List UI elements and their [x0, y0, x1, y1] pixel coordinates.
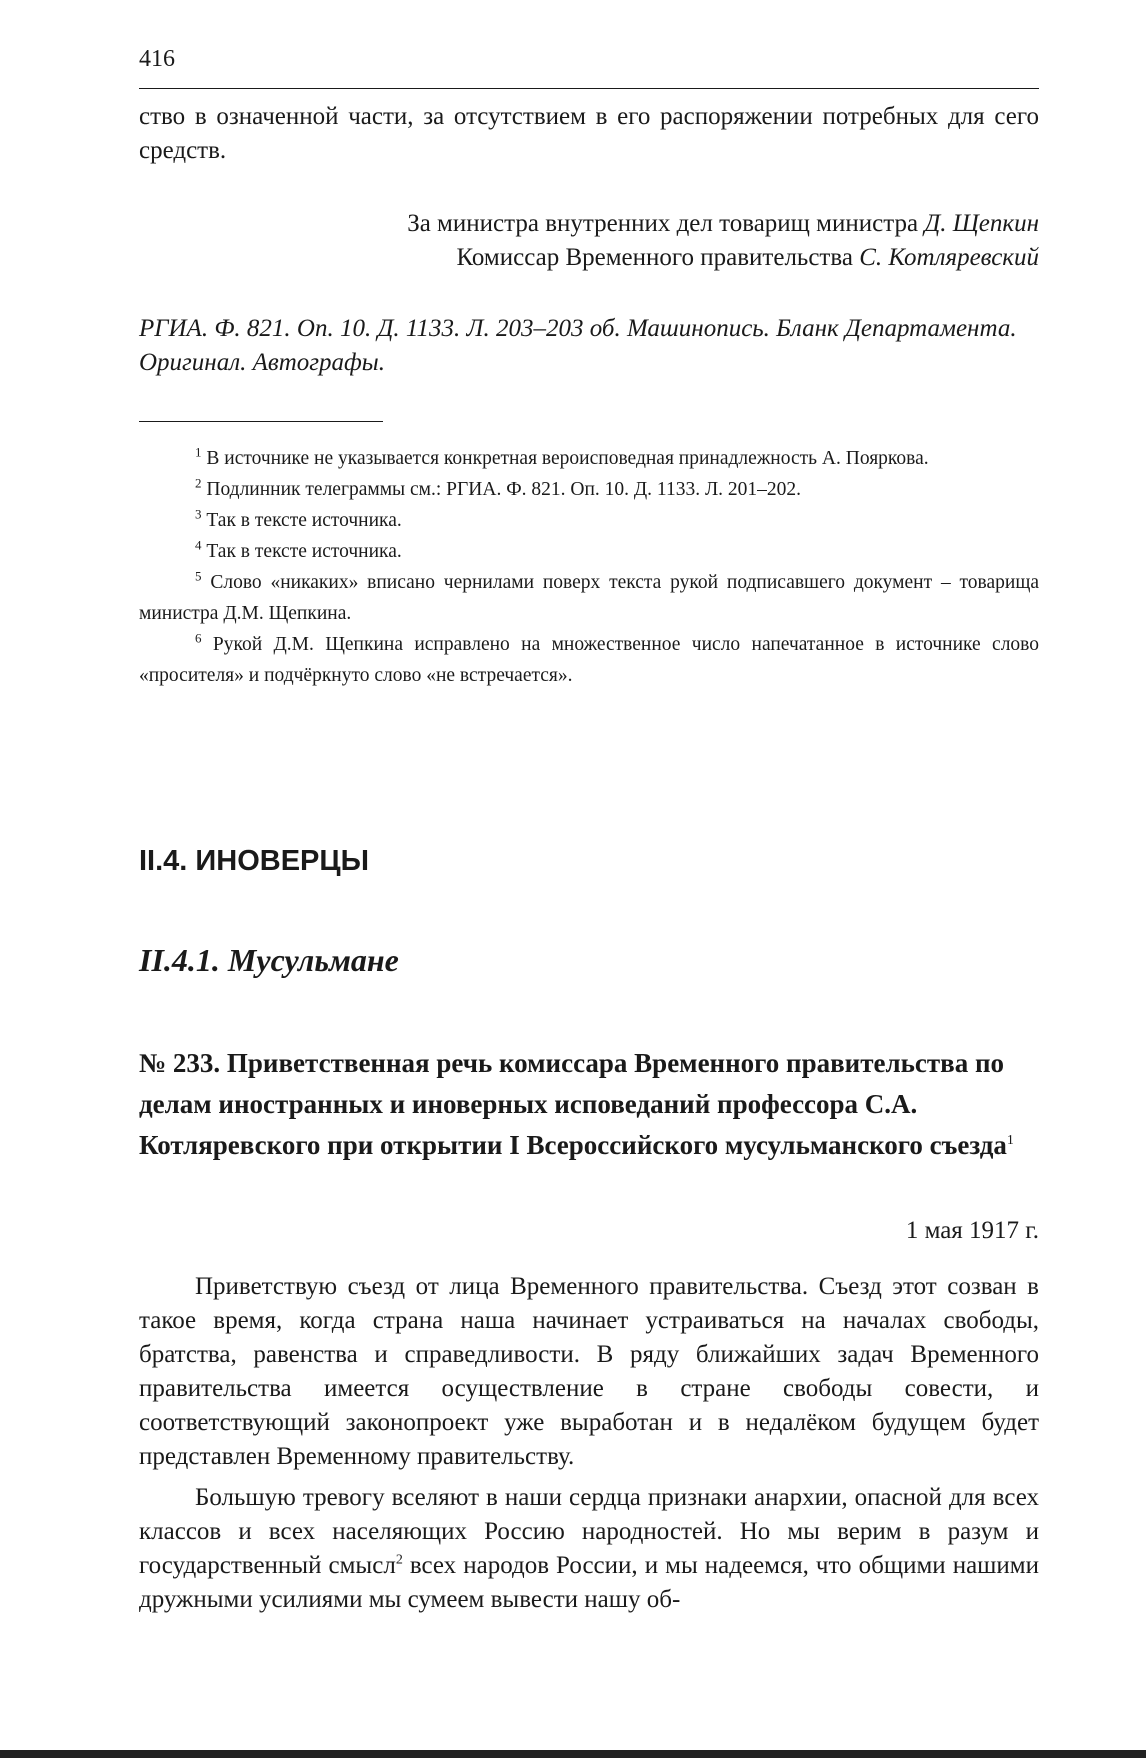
footnote-4-text: Так в тексте источника.	[206, 541, 402, 562]
document-date: 1 мая 1917 г.	[905, 1217, 1039, 1244]
scan-bottom-edge	[0, 1750, 1146, 1758]
signature-line-1	[139, 207, 1039, 241]
footnote-1-number: 1	[195, 444, 202, 460]
top-paragraph: ство в означенной части, за отсутствием в его распоряжении потребных для сего средств.	[139, 103, 1039, 164]
body-paragraph-2-footnote-mark: 2	[395, 1552, 403, 1568]
subsection-heading: II.4.1. Мусульмане	[139, 942, 399, 978]
body-paragraph-2	[139, 1481, 1039, 1617]
footnote-6	[139, 629, 1039, 691]
footnote-5	[139, 567, 1039, 629]
footnote-3	[139, 505, 1039, 536]
signature-line-2	[139, 241, 1039, 275]
footnote-6-text: Рукой Д.М. Щепкина исправлено на множественное число напечатанное в источнике слово «просителя» и подчёркнуто слово «не встречается».	[139, 634, 1039, 686]
signature-1-prefix: За министра внутренних дел товарищ министра	[407, 210, 925, 237]
document-title-footnote-mark: 1	[1006, 1133, 1014, 1148]
section-heading: II.4. ИНОВЕРЦЫ	[139, 845, 369, 877]
footnote-2	[139, 474, 1039, 505]
footnote-2-number: 2	[195, 475, 202, 491]
footnote-4	[139, 536, 1039, 567]
signature-2-name: С. Котляревский	[859, 244, 1039, 271]
archive-note-block	[139, 312, 1039, 380]
footnotes-block	[139, 443, 1039, 691]
footnote-5-text: Слово «никаких» вписано чернилами поверх текста рукой подписавшего документ – товарища министра Д.М. Щепкина.	[139, 572, 1039, 624]
archive-note: РГИА. Ф. 821. Оп. 10. Д. 1133. Л. 203–203 об. Машинопись. Бланк Департамента. Оригинал. Автографы.	[139, 315, 1017, 376]
signatures-block	[139, 207, 1039, 275]
document-title-block	[139, 1043, 1039, 1166]
subsection-heading-block	[139, 942, 1039, 979]
body-paragraph-2-part-b: всех народов России, и мы надеемся, что общими нашими дружными усилиями мы сумеем вывести нашу об-	[139, 1552, 1039, 1613]
footnote-5-number: 5	[195, 568, 202, 584]
footnote-2-text: Подлинник телеграммы см.: РГИА. Ф. 821. Оп. 10. Д. 1133. Л. 201–202.	[206, 479, 802, 500]
footnote-4-number: 4	[195, 537, 202, 553]
footnote-6-number: 6	[195, 630, 202, 646]
signature-1-name: Д. Щепкин	[924, 210, 1039, 237]
top-paragraph-block	[139, 100, 1039, 168]
body-paragraph-1: Приветствую съезд от лица Временного правительства. Съезд этот созван в такое время, когда страна наша начинает устраиваться на началах свободы, братства, равенства и справедливости. В ряду ближайших задач Временного правительства имеется осуществление в стране свободы совести, и соответствующий законопроект уже выработан и в недалёком будущем будет представлен Временному правительству.	[139, 1273, 1039, 1470]
document-title-text: № 233. Приветственная речь комиссара Временного правительства по делам иностранных и иноверных исповеданий профессора С.А. Котляревского при открытии I Всероссийского мусульманского съезда	[139, 1048, 1007, 1160]
document-date-block	[139, 1214, 1039, 1248]
document-body	[139, 1270, 1039, 1617]
body-paragraph-2-part-a: Большую тревогу вселяют в наши сердца признаки анархии, опасной для всех классов и всех населяющих Россию народностей. Но мы верим в разум и государственный смысл	[139, 1484, 1039, 1579]
document-title	[139, 1043, 1039, 1166]
footnote-1-text: В источнике не указывается конкретная вероисповедная принадлежность А. Пояркова.	[206, 448, 929, 469]
footnote-3-number: 3	[195, 506, 202, 522]
signature-2-prefix: Комиссар Временного правительства	[456, 244, 860, 271]
footnote-1	[139, 443, 1039, 474]
footnote-3-text: Так в тексте источника.	[206, 510, 402, 531]
header-rule	[139, 88, 1039, 89]
section-heading-block	[139, 845, 1039, 878]
page-number: 416	[139, 46, 175, 72]
footnote-rule	[139, 421, 383, 422]
